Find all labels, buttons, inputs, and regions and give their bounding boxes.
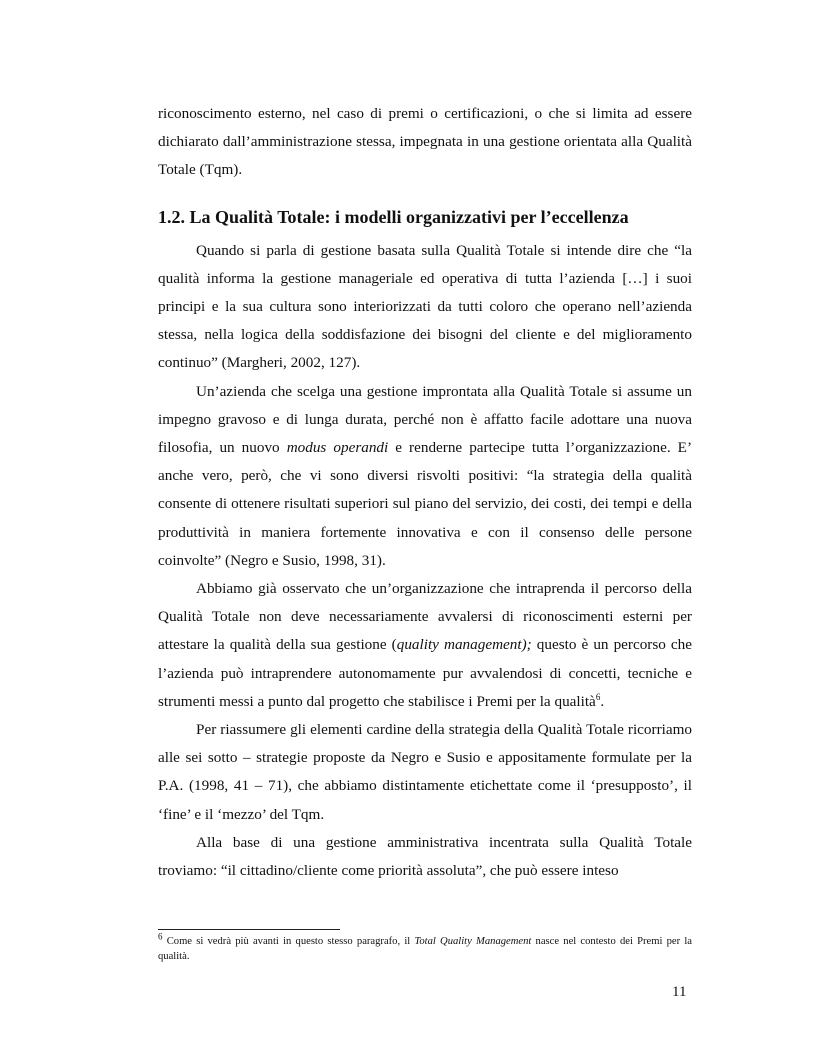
page-number: 11 bbox=[672, 984, 687, 1000]
paragraph-2-text-a: Un’azienda che scelga una gestione improntata alla Qualità Totale si assume un impegno gravoso e di lunga durata, perché non è affatto facile adottare una nuova filosofia, un nuovo bbox=[158, 382, 692, 457]
paragraph-3 bbox=[158, 575, 692, 716]
footnote-reference[interactable]: 6 bbox=[595, 691, 601, 702]
footnote-italic: Total Quality Management bbox=[414, 936, 532, 947]
paragraph-2-text-b: e renderne partecipe tutta l’organizzazione. E’ anche vero, però, che vi sono diversi risvolti positivi: “la strategia della qualità consente di ottenere risultati superiori sul piano del servizio, dei costi, dei tempi e della produttività in maniera fortemente innovativa e con il consenso delle persone coinvolte” (Negro e Susio, 1998, 31). bbox=[158, 439, 693, 569]
paragraph-1: Quando si parla di gestione basata sulla Qualità Totale si intende dire che “la qualità informa la gestione manageriale ed operativa di tutta l’azienda […] i suoi principi e la sua cultura sono interiorizzati da tutti coloro che operano nell’azienda stessa, nella logica della soddisfazione dei bisogni del cliente e del miglioramento continuo” (Margheri, 2002, 127). bbox=[158, 241, 692, 372]
footnote-number: 6 bbox=[158, 931, 163, 942]
paragraph-3-text-a: Abbiamo già osservato che un’organizzazione che intraprenda il percorso della Qualità Totale non deve necessariamente avvalersi di riconoscimenti esterni per attestare la qualità della sua gestione ( bbox=[158, 580, 692, 654]
footnote-text-b: nasce nel contesto dei Premi per la qualità. bbox=[158, 936, 692, 962]
paragraph-4: Per riassumere gli elementi cardine della strategia della Qualità Totale ricorriamo alle sei sotto – strategie proposte da Negro e Susio e appositamente formulate per la P.A. (1998, 41 – 71), che abbiamo distintamente etichettate come il ‘presupposto’, il ‘fine’ e il ‘mezzo’ del Tqm. bbox=[158, 721, 692, 823]
footnote bbox=[158, 931, 692, 964]
footnote-divider bbox=[158, 929, 340, 930]
paragraph-2 bbox=[158, 378, 692, 575]
paragraph-5: Alla base di una gestione amministrativa incentrata sulla Qualità Totale troviamo: “il cittadino/cliente come priorità assoluta”, che può essere inteso bbox=[158, 833, 692, 880]
section-heading: 1.2. La Qualità Totale: i modelli organizzativi per l’eccellenza bbox=[158, 206, 629, 227]
paragraph-3-text-c: . bbox=[600, 692, 605, 710]
footnote-text-a: Come si vedrà più avanti in questo stesso paragrafo, il bbox=[162, 936, 415, 947]
paragraph-3-italic: quality management); bbox=[396, 636, 532, 654]
page-body bbox=[158, 100, 692, 885]
paragraph-3-text-b: questo è un percorso che l’azienda può intraprendere autonomamente pur avvalendosi di concetti, tecniche e strumenti messi a punto dal progetto che stabilisce i Premi per la qualità bbox=[158, 636, 693, 710]
paragraph-continuation: riconoscimento esterno, nel caso di premi o certificazioni, o che si limita ad essere dichiarato dall’amministrazione stessa, impegnata in una gestione orientata alla Qualità Totale (Tqm). bbox=[158, 105, 692, 179]
paragraph-2-italic: modus operandi bbox=[286, 439, 389, 457]
